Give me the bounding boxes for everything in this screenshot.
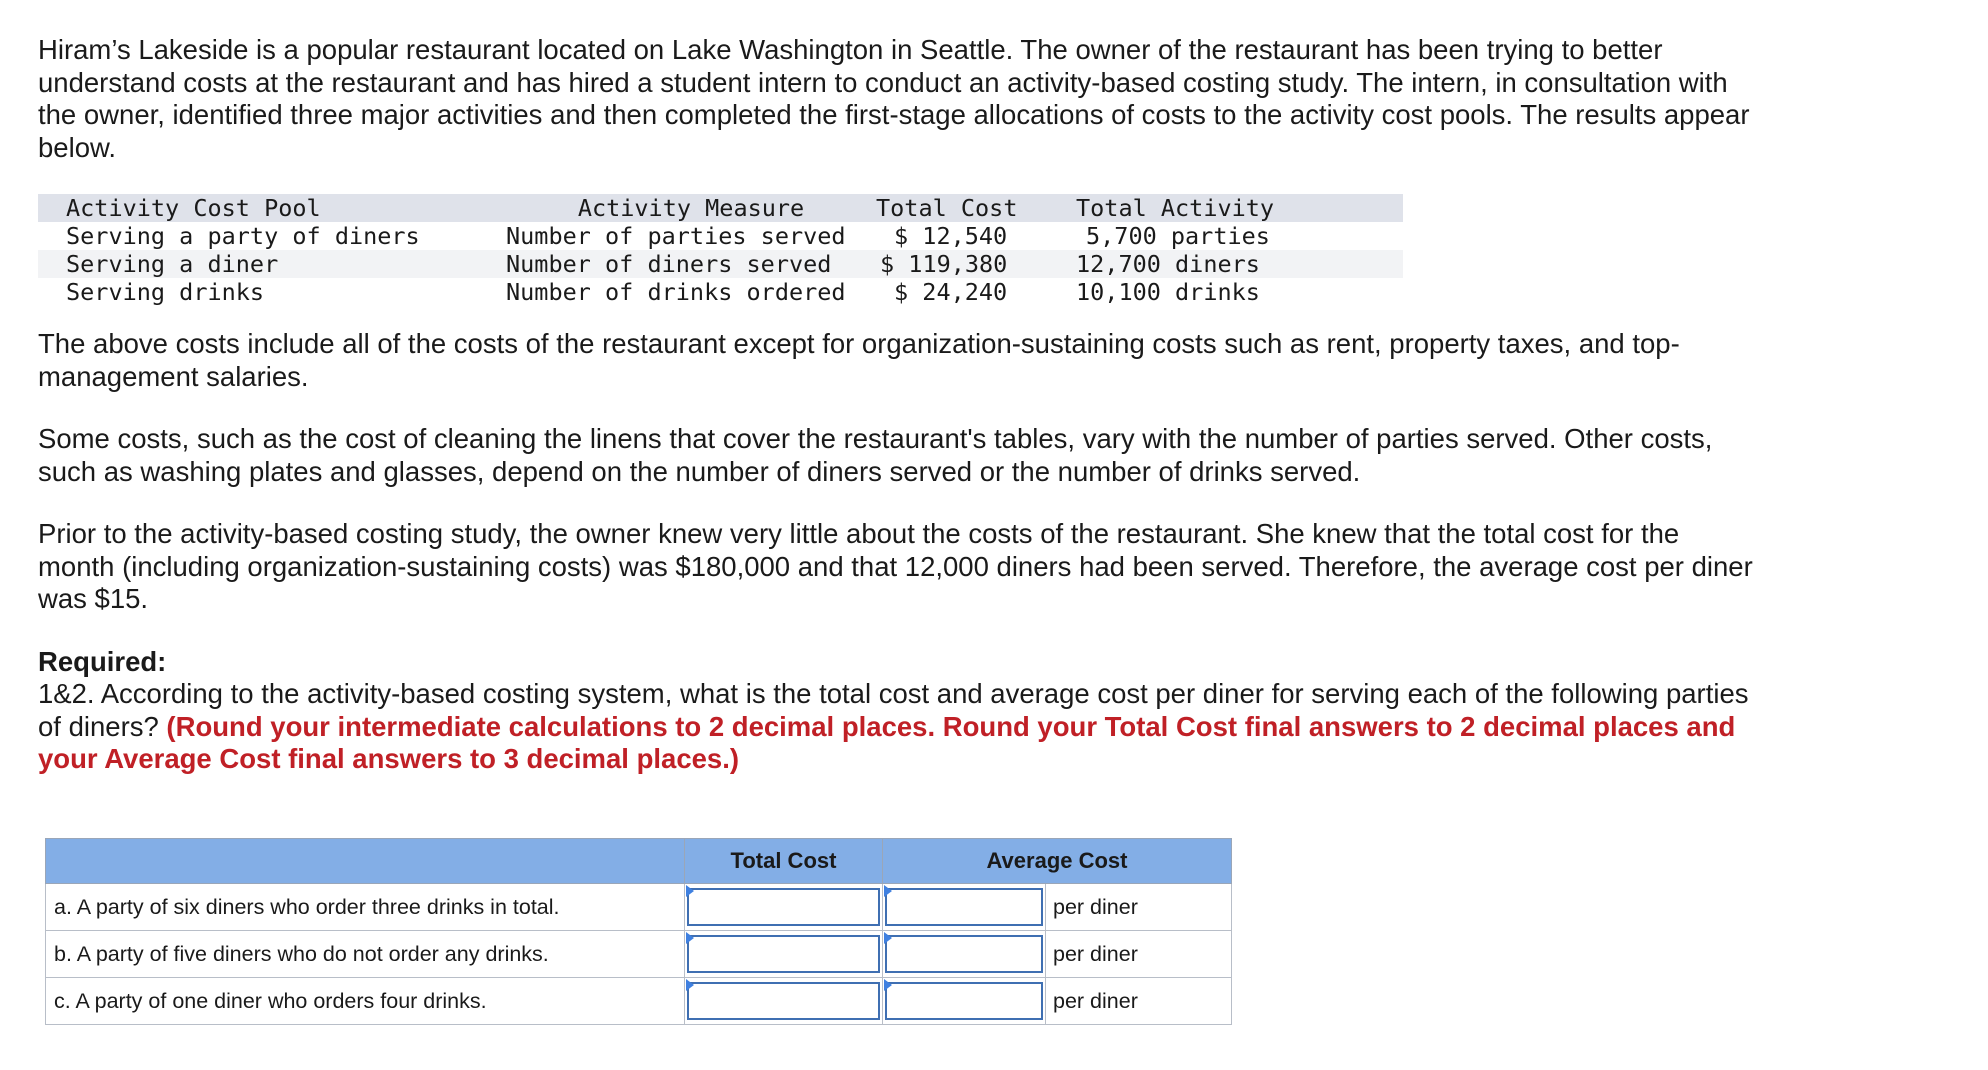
per-diner-label: per diner	[1046, 884, 1232, 931]
prior-knowledge-paragraph: Prior to the activity-based costing study, the owner knew very little about the costs of the restaurant. She knew that the total cost for the month (including organization-sustaining costs) was $180,000 and that 12,000 diners had been served. Therefore, the average cost per diner was $15.	[38, 518, 1753, 614]
answer-row	[46, 978, 1232, 1025]
pool-name: Serving drinks	[66, 278, 265, 306]
flag-icon	[884, 979, 892, 991]
activity-measure: Number of drinks ordered	[506, 278, 846, 306]
total-cost-cell	[685, 978, 883, 1025]
required-section	[38, 646, 1758, 776]
total-cost-input[interactable]	[687, 888, 880, 926]
total-cost-input[interactable]	[687, 982, 880, 1020]
required-heading: Required:	[38, 645, 167, 677]
per-diner-label: per diner	[1046, 931, 1232, 978]
header-total-activity: Total Activity	[1076, 194, 1275, 222]
party-description: a. A party of six diners who order three drinks in total.	[46, 884, 685, 931]
total-activity-value: 12,700 diners	[1076, 250, 1260, 278]
total-cost	[876, 250, 1076, 278]
required-question-text: 1&2. According to the activity-based costing system, what is the total cost and average cost per diner for serving each of the following parties of diners?	[38, 678, 1749, 742]
party-description: c. A party of one diner who orders four drinks.	[46, 978, 685, 1025]
pool-name: Serving a party of diners	[66, 222, 420, 250]
total-cost-value: $ 24,240	[894, 278, 1008, 306]
total-activity	[1076, 250, 1403, 278]
intro-paragraph: Hiram’s Lakeside is a popular restaurant located on Lake Washington in Seattle. The owner of the restaurant has been trying to better understand costs at the restaurant and has hired a student intern to conduct an activity-based costing study. The intern, in consultation with the owner, identified three major activities and then completed the first-stage allocations of costs to the activity cost pools. The results appear below.	[38, 34, 1750, 163]
cost-behavior-paragraph: Some costs, such as the cost of cleaning the linens that cover the restaurant's tables, vary with the number of parties served. Other costs, such as washing plates and glasses, depend on the number of diners served or the number of drinks served.	[38, 423, 1713, 487]
header-total-cost: Total Cost	[876, 194, 1018, 222]
total-cost-cell	[685, 931, 883, 978]
answer-row	[46, 884, 1232, 931]
total-cost-cell	[685, 884, 883, 931]
average-cost-input[interactable]	[885, 888, 1043, 926]
total-activity	[1076, 222, 1403, 250]
party-description: b. A party of five diners who do not order any drinks.	[46, 931, 685, 978]
average-cost-input[interactable]	[885, 982, 1043, 1020]
required-question	[38, 678, 1758, 776]
header-activity-cost-pool: Activity Cost Pool	[66, 194, 321, 222]
answer-row	[46, 931, 1232, 978]
header-total-cost: Total Cost	[685, 839, 883, 884]
answer-header-row	[46, 839, 1232, 884]
header-average-cost: Average Cost	[883, 839, 1232, 884]
average-cost-cell	[883, 884, 1046, 931]
flag-icon	[686, 885, 694, 897]
header-description-blank	[46, 839, 685, 884]
total-activity-value: 5,700 parties	[1086, 222, 1270, 250]
problem-content	[38, 30, 1758, 776]
flag-icon	[884, 885, 892, 897]
total-cost-input[interactable]	[687, 935, 880, 973]
cost-pool-row	[38, 278, 1403, 306]
activity-measure: Number of parties served	[506, 222, 846, 250]
cost-pool-row	[38, 222, 1403, 250]
total-cost	[876, 278, 1076, 306]
total-cost-value: $ 119,380	[880, 250, 1008, 278]
total-activity	[1076, 278, 1403, 306]
flag-icon	[686, 932, 694, 944]
average-cost-input[interactable]	[885, 935, 1043, 973]
cost-pool-header-row	[38, 194, 1403, 222]
costs-note-paragraph: The above costs include all of the costs of the restaurant except for organization-sustaining costs such as rent, property taxes, and top-management salaries.	[38, 328, 1680, 392]
header-activity-measure: Activity Measure	[577, 194, 805, 222]
flag-icon	[884, 932, 892, 944]
cost-pool-row	[38, 250, 1403, 278]
total-cost	[876, 222, 1076, 250]
total-activity-value: 10,100 drinks	[1076, 278, 1260, 306]
answer-table	[45, 838, 1232, 1025]
per-diner-label: per diner	[1046, 978, 1232, 1025]
total-cost-value: $ 12,540	[894, 222, 1008, 250]
average-cost-cell	[883, 978, 1046, 1025]
flag-icon	[686, 979, 694, 991]
rounding-instruction: (Round your intermediate calculations to 2 decimal places. Round your Total Cost final answers to 2 decimal places and your Average Cost final answers to 3 decimal places.)	[38, 710, 1736, 774]
average-cost-cell	[883, 931, 1046, 978]
activity-cost-pool-table	[38, 194, 1403, 306]
activity-measure: Number of diners served	[506, 250, 832, 278]
pool-name: Serving a diner	[66, 250, 279, 278]
